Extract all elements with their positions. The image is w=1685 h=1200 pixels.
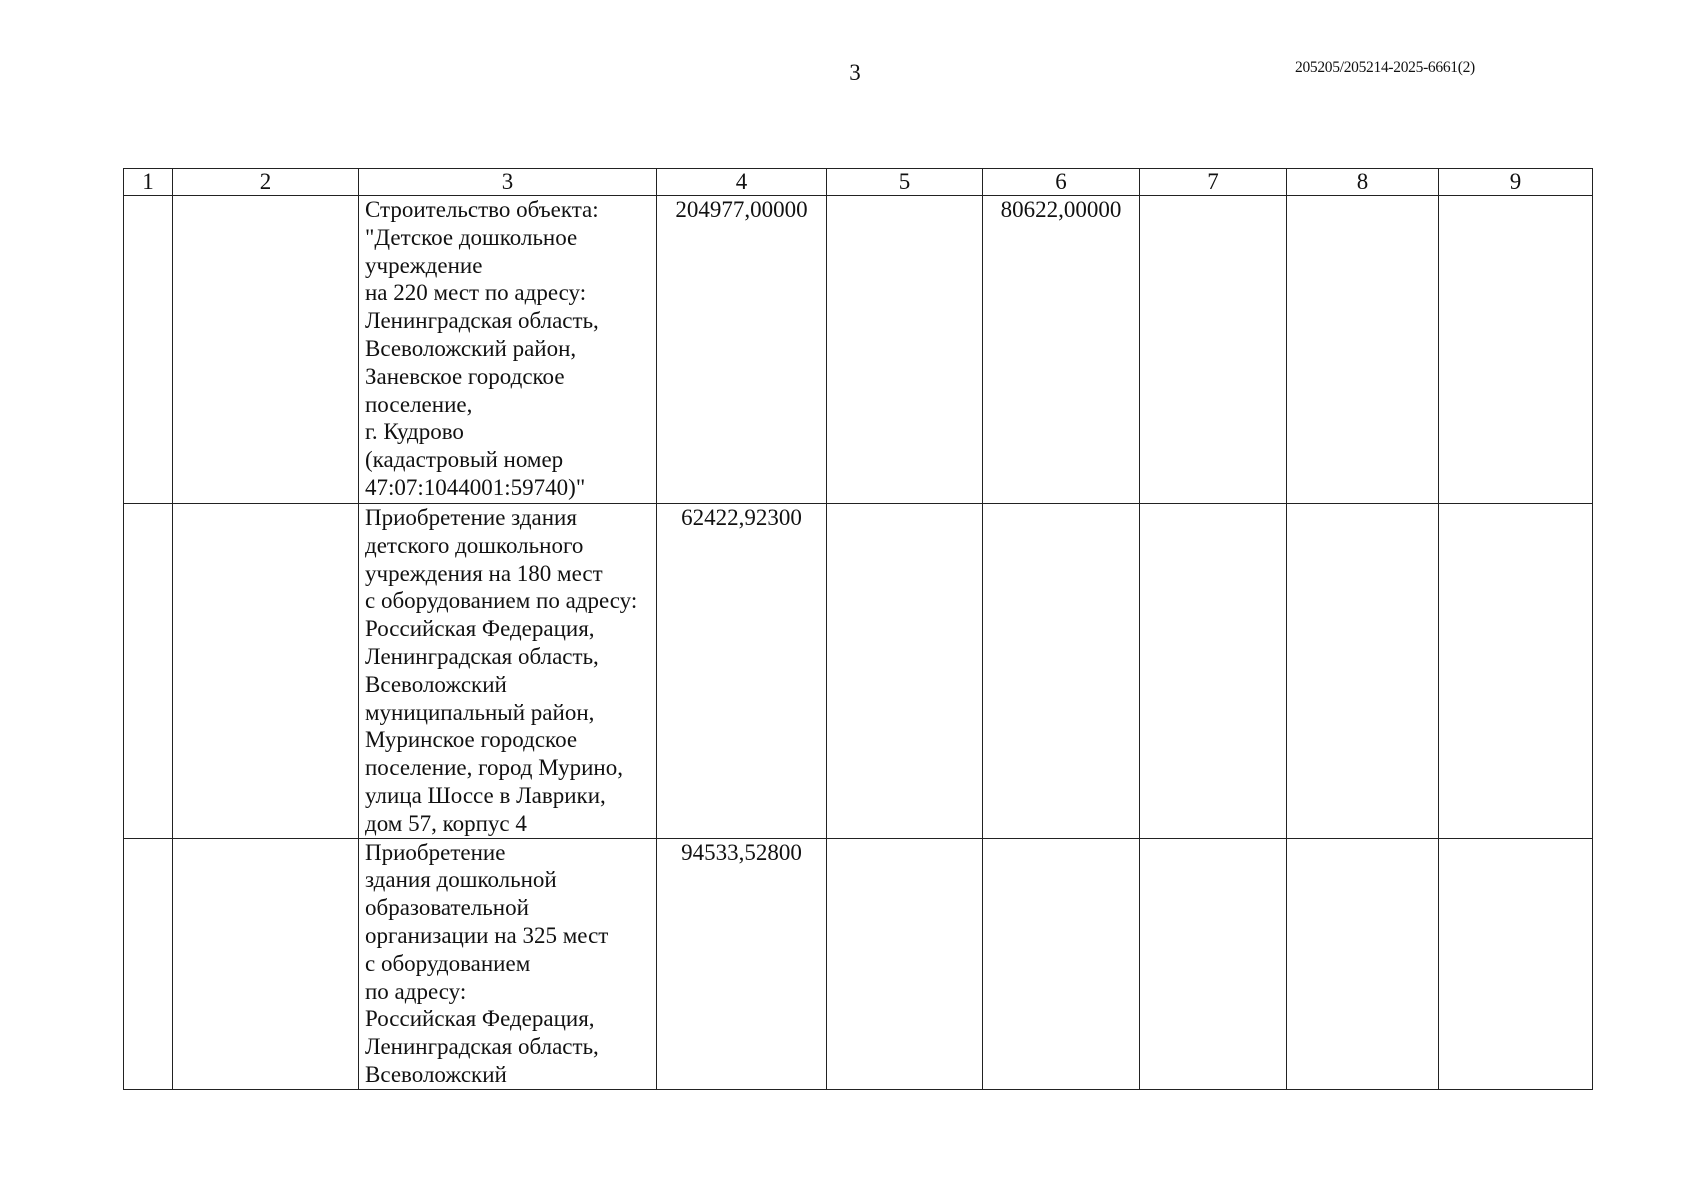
- table-header-row: [124, 169, 1593, 196]
- table-row: [124, 196, 1593, 504]
- table-cell: [1287, 838, 1439, 1089]
- table-cell: [827, 504, 983, 839]
- amount-cell: 94533,52800: [657, 838, 827, 1089]
- page-number: 3: [849, 60, 861, 85]
- object-description-cell: Строительство объекта: "Детское дошкольное учреждение на 220 мест по адресу: Ленинградская область, Всеволожский район, Заневское городское поселение, г. Кудрово (кадастровый номер 47:07:1044001:59740)": [359, 196, 657, 504]
- table-cell: [983, 504, 1140, 839]
- table-cell: [124, 196, 173, 504]
- column-header: 6: [983, 169, 1140, 196]
- table-cell: [124, 504, 173, 839]
- table-cell: [1287, 504, 1439, 839]
- table-row: [124, 838, 1593, 1089]
- table-cell: [173, 504, 359, 839]
- document-id: 205205/205214-2025-6661(2): [1295, 59, 1475, 76]
- table-cell: [1439, 196, 1593, 504]
- table-cell: [1140, 196, 1287, 504]
- amount-cell: 80622,00000: [983, 196, 1140, 504]
- table-cell: [827, 196, 983, 504]
- table-cell: [1287, 196, 1439, 504]
- column-header: 4: [657, 169, 827, 196]
- amount-cell: 204977,00000: [657, 196, 827, 504]
- column-header: 5: [827, 169, 983, 196]
- table-cell: [1439, 838, 1593, 1089]
- amount-cell: 62422,92300: [657, 504, 827, 839]
- table-cell: [1140, 504, 1287, 839]
- table-cell: [1140, 838, 1287, 1089]
- column-header: 1: [124, 169, 173, 196]
- table-row: [124, 504, 1593, 839]
- table-cell: [173, 838, 359, 1089]
- table-cell: [827, 838, 983, 1089]
- data-table: [123, 168, 1593, 1090]
- table-cell: [1439, 504, 1593, 839]
- column-header: 7: [1140, 169, 1287, 196]
- column-header: 9: [1439, 169, 1593, 196]
- column-header: 2: [173, 169, 359, 196]
- table-cell: [173, 196, 359, 504]
- table-cell: [983, 838, 1140, 1089]
- object-description-cell: Приобретение здания детского дошкольного учреждения на 180 мест с оборудованием по адресу: Российская Федерация, Ленинградская область, Всеволожский муниципальный район, Муринское городское поселение, город Мурино, улица Шоссе в Лаврики, дом 57, корпус 4: [359, 504, 657, 839]
- object-description-cell: Приобретение здания дошкольной образовательной организации на 325 мест с оборудованием по адресу: Российская Федерация, Ленинградская область, Всеволожский: [359, 838, 657, 1089]
- column-header: 8: [1287, 169, 1439, 196]
- column-header: 3: [359, 169, 657, 196]
- table-cell: [124, 838, 173, 1089]
